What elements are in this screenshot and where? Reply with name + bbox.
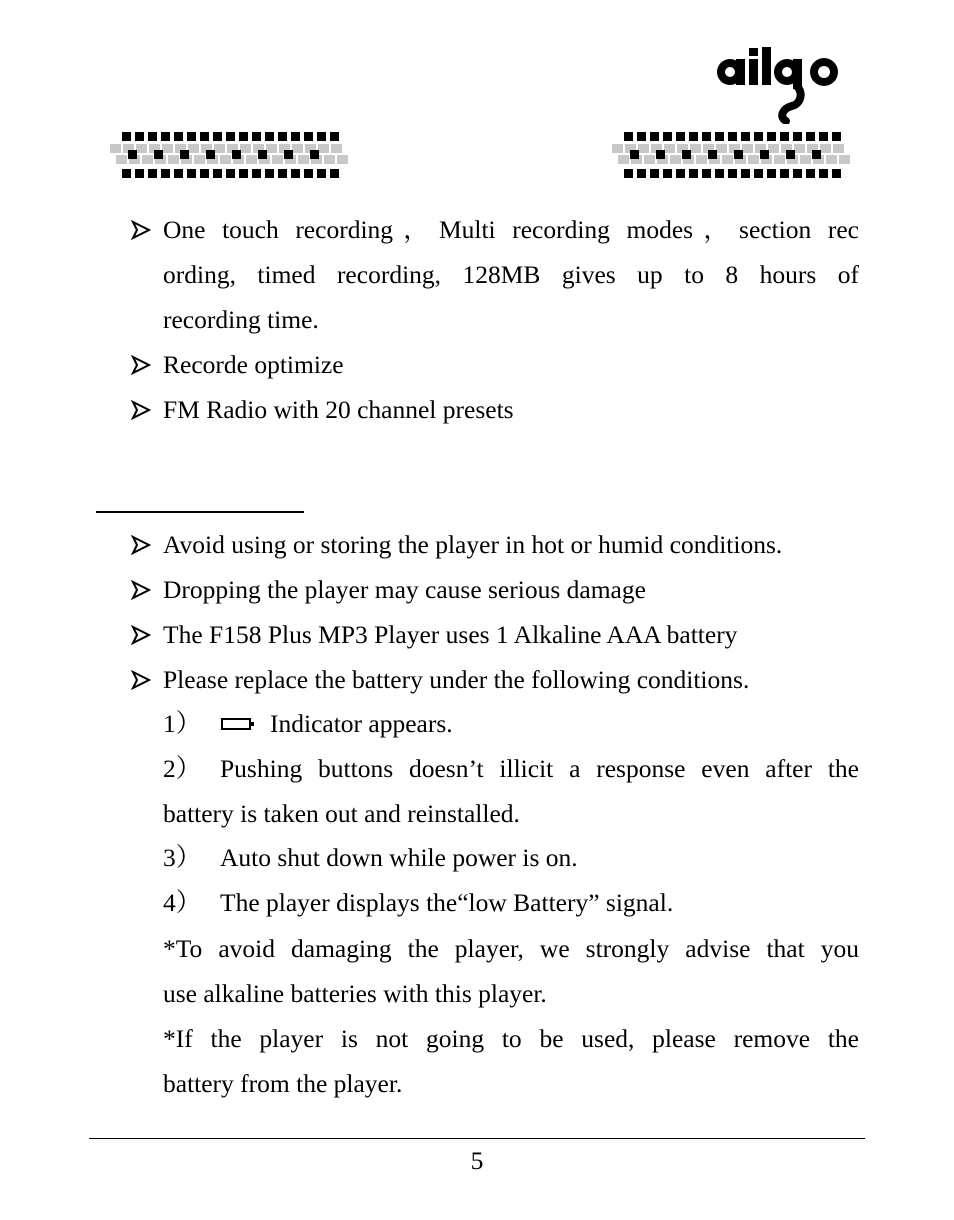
aigo-logo <box>712 46 842 124</box>
condition-4-text: The player displays the“low Battery” signal. <box>220 888 674 917</box>
condition-2-text: Pushing buttons doesn’t illicit a response even after the <box>220 754 859 783</box>
footer-divider <box>89 1138 865 1139</box>
arrowhead-bullet-icon <box>131 625 151 645</box>
condition-4-number: 4） <box>163 888 202 917</box>
precaution-4-text: Please replace the battery under the following conditions. <box>163 665 750 694</box>
feature-3-text: FM Radio with 20 channel presets <box>163 395 514 424</box>
condition-2-number: 2） <box>163 754 202 783</box>
note-2-line-1: *If the player is not going to be used, please remove the <box>163 1024 859 1053</box>
note-2-line-2: battery from the player. <box>163 1069 403 1098</box>
condition-1-text: Indicator appears. <box>270 709 453 738</box>
header-decoration-left <box>104 130 348 180</box>
note-1-line-2: use alkaline batteries with this player. <box>163 979 547 1008</box>
section-divider <box>96 511 304 513</box>
header-decoration-right <box>606 130 850 180</box>
feature-1-line-3: recording time. <box>163 305 319 334</box>
precaution-1-text: Avoid using or storing the player in hot or humid conditions. <box>163 530 783 559</box>
arrowhead-bullet-icon <box>131 355 151 375</box>
arrowhead-bullet-icon <box>131 580 151 600</box>
page-number: 5 <box>470 1146 484 1175</box>
condition-2-continuation: battery is taken out and reinstalled. <box>163 799 520 828</box>
feature-1-line-2: ording, timed recording, 128MB gives up to 8 hours of <box>163 260 859 289</box>
feature-1-line-1: One touch recording，Multi recording modes，section rec <box>163 215 859 244</box>
arrowhead-bullet-icon <box>131 400 151 420</box>
arrowhead-bullet-icon <box>131 535 151 555</box>
condition-3-number: 3） <box>163 843 202 872</box>
feature-2-text: Recorde optimize <box>163 350 344 379</box>
arrowhead-bullet-icon <box>131 220 151 240</box>
arrowhead-bullet-icon <box>131 670 151 690</box>
condition-1-number: 1） <box>163 709 202 738</box>
note-1-line-1: *To avoid damaging the player, we strongly advise that you <box>163 934 859 963</box>
precaution-2-text: Dropping the player may cause serious damage <box>163 575 646 604</box>
precaution-3-text: The F158 Plus MP3 Player uses 1 Alkaline AAA battery <box>163 620 738 649</box>
condition-3-text: Auto shut down while power is on. <box>220 843 578 872</box>
low-battery-icon <box>221 716 255 732</box>
